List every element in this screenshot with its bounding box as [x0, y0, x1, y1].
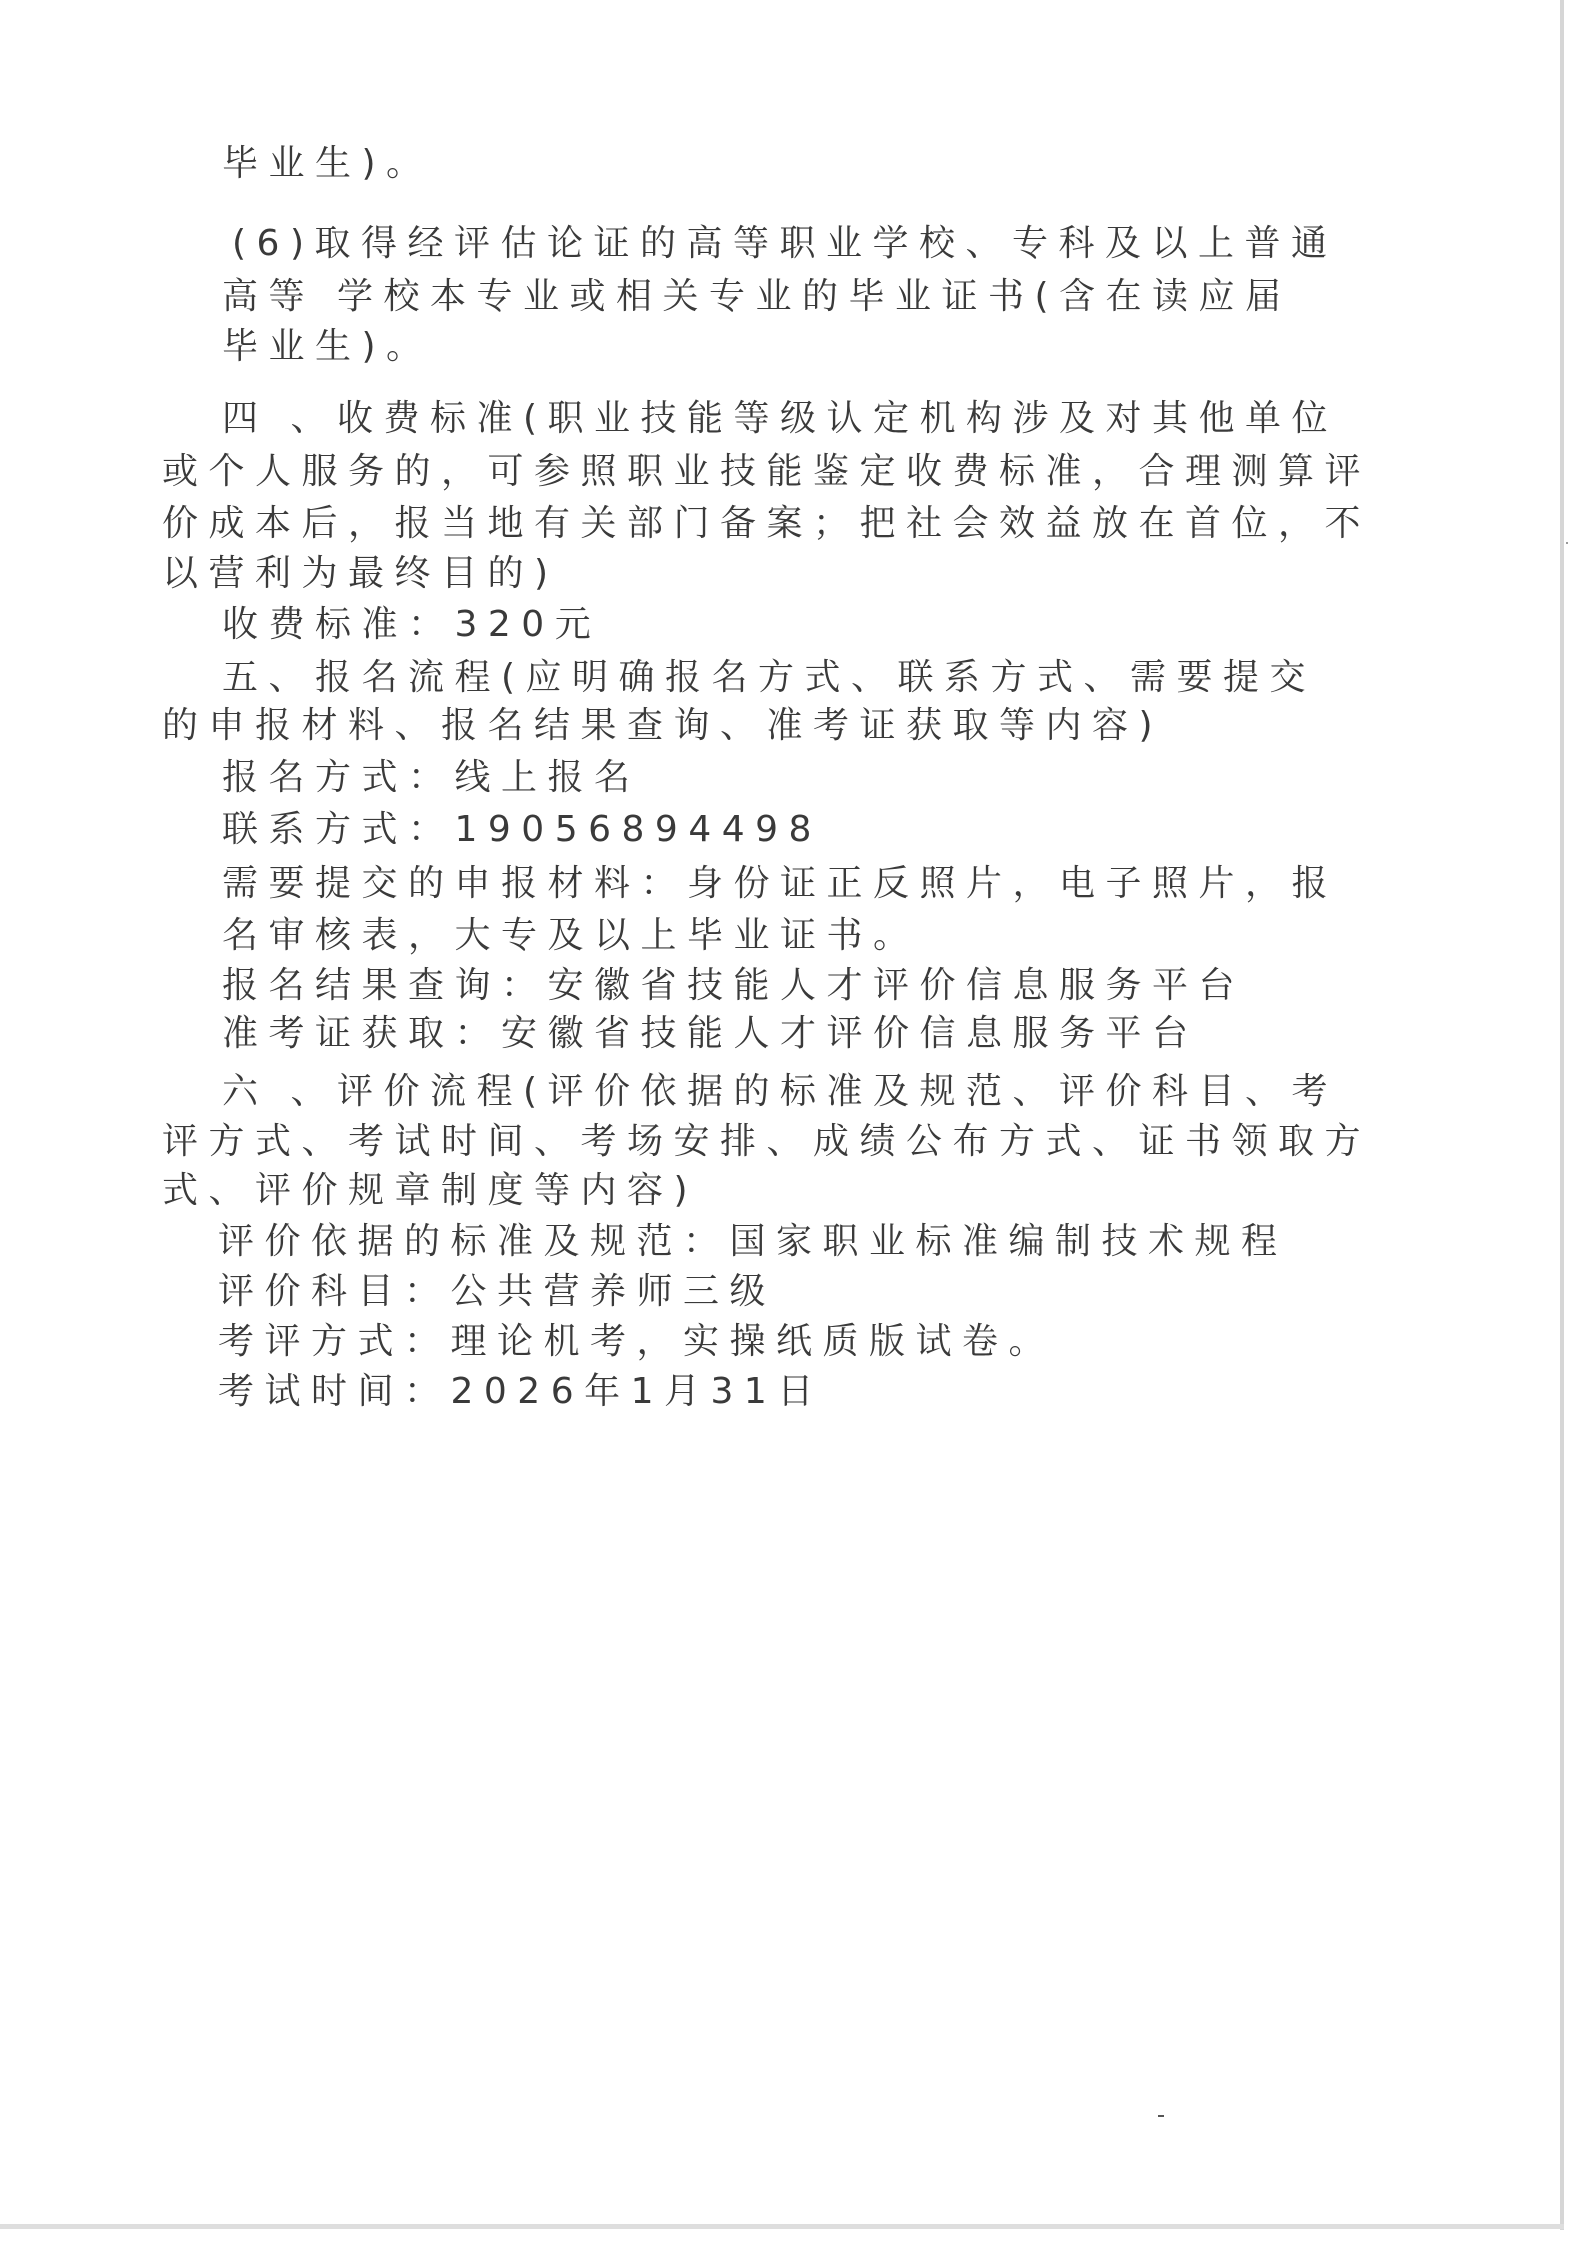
required-materials: 需要提交的申报材料：身份证正反照片，电子照片，报: [222, 863, 1339, 904]
section-heading-fees: 四 、收费标准(职业技能等级认定机构涉及对其他单位: [222, 398, 1338, 439]
contact-info: 联系方式：19056894498: [222, 809, 822, 850]
result-query: 报名结果查询：安徽省技能人才评价信息服务平台: [222, 965, 1246, 1006]
exam-time: 考试时间：2026年1月31日: [218, 1371, 824, 1412]
section-heading-evaluation-cont: 评方式、考试时间、考场安排、成绩公布方式、证书领取方: [162, 1121, 1372, 1162]
fee-standard: 收费标准：320元: [222, 604, 602, 645]
text-line-item6-cont: 高等 学校本专业或相关专业的毕业证书(含在读应届: [222, 276, 1292, 317]
section-heading-fees-cont: 或个人服务的，可参照职业技能鉴定收费标准，合理测算评: [162, 451, 1372, 492]
scan-speck: [1566, 542, 1568, 544]
section-heading-fees-end: 以营利为最终目的): [162, 553, 559, 594]
section-heading-evaluation: 六 、评价流程(评价依据的标准及规范、评价科目、考: [222, 1071, 1338, 1112]
section-heading-registration: 五、报名流程(应明确报名方式、联系方式、需要提交: [222, 657, 1317, 698]
section-heading-fees-cont: 价成本后，报当地有关部门备案；把社会效益放在首位，不: [162, 503, 1372, 544]
registration-method: 报名方式：线上报名: [222, 757, 641, 798]
section-heading-evaluation-end: 式、评价规章制度等内容): [162, 1170, 699, 1211]
section-heading-registration-end: 的申报材料、报名结果查询、准考证获取等内容): [162, 705, 1164, 746]
required-materials-cont: 名审核表，大专及以上毕业证书。: [222, 915, 920, 956]
scan-speck: [1158, 2115, 1164, 2117]
admission-ticket: 准考证获取：安徽省技能人才评价信息服务平台: [222, 1013, 1199, 1054]
evaluation-subject: 评价科目：公共营养师三级: [218, 1271, 777, 1312]
scan-edge-bottom: [0, 2224, 1564, 2229]
text-line-item6: (6)取得经评估论证的高等职业学校、专科及以上普通: [232, 223, 1338, 264]
text-line-item6-end: 毕业生)。: [222, 326, 433, 367]
exam-method: 考评方式：理论机考，实操纸质版试卷。: [218, 1321, 1056, 1362]
scan-edge-right: [1560, 0, 1564, 2230]
text-line-item5-end: 毕业生)。: [222, 143, 433, 184]
evaluation-standard: 评价依据的标准及规范：国家职业标准编制技术规程: [218, 1221, 1288, 1262]
